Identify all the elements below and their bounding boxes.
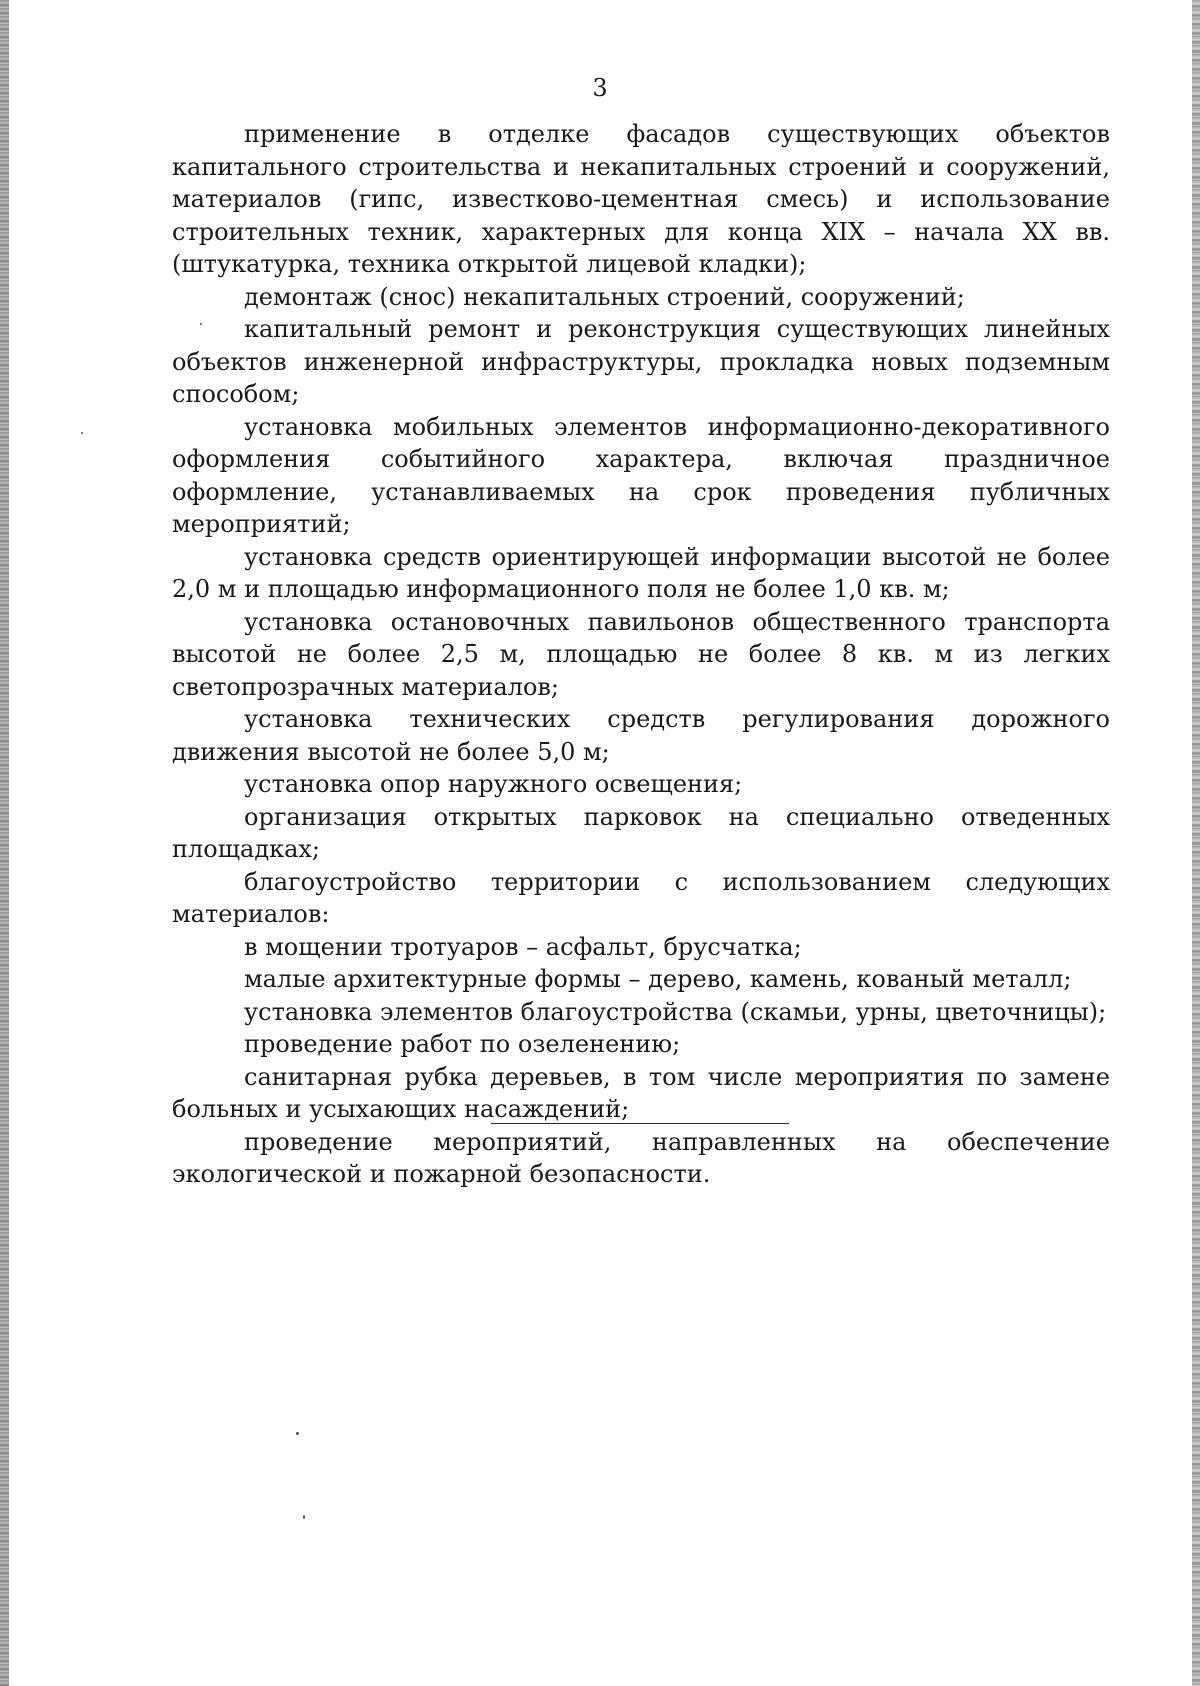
paragraph: установка мобильных элементов информационно-декоративного оформления событийного характера, включая праздничное оформление, устанавливаемых на срок проведения публичных мероприятий; (172, 412, 1110, 538)
paragraph: установка средств ориентирующей информации высотой не более 2,0 м и площадью информационного поля не более 1,0 кв. м; (172, 542, 1110, 603)
scan-speck (296, 1432, 299, 1435)
scan-edge-left (0, 0, 9, 1686)
paragraph: установка элементов благоустройства (скамьи, урны, цветочницы); (244, 997, 1107, 1026)
paragraph: установка технических средств регулирования дорожного движения высотой не более 5,0 м; (172, 705, 1110, 766)
paragraph: организация открытых парковок на специально отведенных площадках; (172, 802, 1110, 863)
paragraph: установка остановочных павильонов общественного транспорта высотой не более 2,5 м, площадью не более 8 кв. м из легких светопрозрачных материалов; (172, 607, 1110, 701)
document-body (172, 118, 1110, 1191)
scan-speck (303, 1515, 305, 1519)
scan-edge-right (1192, 0, 1200, 1686)
paragraph: малые архитектурные формы – дерево, камень, кованый металл; (244, 965, 1072, 993)
paragraph: проведение мероприятий, направленных на обеспечение экологической и пожарной безопасности. (172, 1127, 1110, 1188)
paragraph: в мощении тротуаров – асфальт, брусчатка; (244, 932, 802, 961)
end-separator-line (491, 1123, 789, 1124)
page-number: 3 (592, 74, 608, 102)
paragraph: благоустройство территории с использованием следующих материалов: (172, 867, 1110, 928)
paragraph: проведение работ по озеленению; (244, 1030, 681, 1058)
paragraph: капитальный ремонт и реконструкция существующих линейных объектов инженерной инфраструктуры, прокладка новых подземным способом; (172, 315, 1110, 408)
paragraph: применение в отделке фасадов существующих объектов капитального строительства и некапитальных строений и сооружений, материалов (гипс, известково-цементная смесь) и использование строительных техник, характерных для конца XIX – начала XX вв. (штукатурка, техника открытой лицевой кладки); (172, 120, 1110, 278)
paragraph: установка опор наружного освещения; (244, 770, 743, 798)
paragraph: демонтаж (снос) некапитальных строений, сооружений; (244, 282, 965, 311)
scan-speck (200, 323, 202, 325)
scan-speck (81, 432, 83, 434)
paragraph: санитарная рубка деревьев, в том числе мероприятия по замене больных и усыхающих насаждений; (172, 1062, 1110, 1123)
